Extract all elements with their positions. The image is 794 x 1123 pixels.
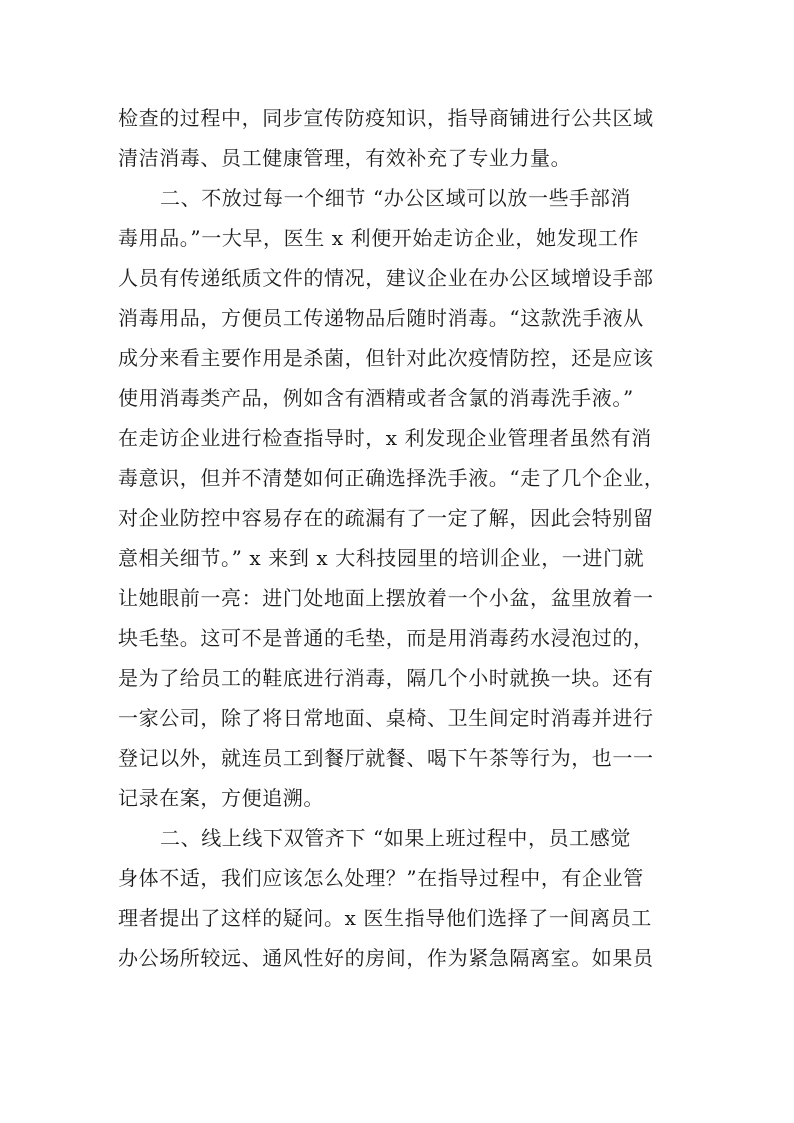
text-line: 让她眼前一亮：进门处地面上摆放着一个小盆，盆里放着一 bbox=[118, 586, 654, 610]
paragraph-start-line: 二、线上线下双管齐下 “如果上班过程中，员工感觉 bbox=[160, 826, 631, 850]
text-line: 清洁消毒、员工健康管理，有效补充了专业力量。 bbox=[118, 146, 572, 170]
text-line: 成分来看主要作用是杀菌，但针对此次疫情防控，还是应该 bbox=[118, 346, 654, 370]
text-line: 是为了给员工的鞋底进行消毒，隔几个小时就换一块。还有 bbox=[118, 666, 654, 690]
text-line: 在走访企业进行检查指导时，x 利发现企业管理者虽然有消 bbox=[118, 426, 652, 450]
text-line: 对企业防控中容易存在的疏漏有了一定了解，因此会特别留 bbox=[118, 506, 654, 530]
text-line: 人员有传递纸质文件的情况，建议企业在办公区域增设手部 bbox=[118, 266, 654, 290]
text-line: 记录在案，方便追溯。 bbox=[118, 786, 324, 810]
text-line: 意相关细节。” x 来到 x 大科技园里的培训企业，一进门就 bbox=[118, 546, 645, 570]
text-line: 办公场所较远、通风性好的房间，作为紧急隔离室。如果员 bbox=[118, 946, 654, 970]
paragraph-start-line: 二、不放过每一个细节 “办公区域可以放一些手部消 bbox=[160, 186, 631, 210]
text-line: 检查的过程中，同步宣传防疫知识，指导商铺进行公共区域 bbox=[118, 106, 654, 130]
text-line: 理者提出了这样的疑问。x 医生指导他们选择了一间离员工 bbox=[118, 906, 652, 930]
text-line: 使用消毒类产品，例如含有酒精或者含氯的消毒洗手液。” bbox=[118, 386, 634, 410]
text-line: 块毛垫。这可不是普通的毛垫，而是用消毒药水浸泡过的， bbox=[118, 626, 654, 650]
text-line: 消毒用品，方便员工传递物品后随时消毒。“这款洗手液从 bbox=[118, 306, 644, 330]
document-body bbox=[118, 98, 688, 978]
text-line: 登记以外，就连员工到餐厅就餐、喝下午茶等行为，也一一 bbox=[118, 746, 654, 770]
text-line: 毒用品。”一大早，医生 x 利便开始走访企业，她发现工作 bbox=[118, 226, 640, 250]
text-line: 毒意识，但并不清楚如何正确选择洗手液。“走了几个企业， bbox=[118, 466, 665, 490]
text-line: 一家公司，除了将日常地面、桌椅、卫生间定时消毒并进行 bbox=[118, 706, 654, 730]
text-line: 身体不适，我们应该怎么处理？”在指导过程中，有企业管 bbox=[118, 866, 644, 890]
